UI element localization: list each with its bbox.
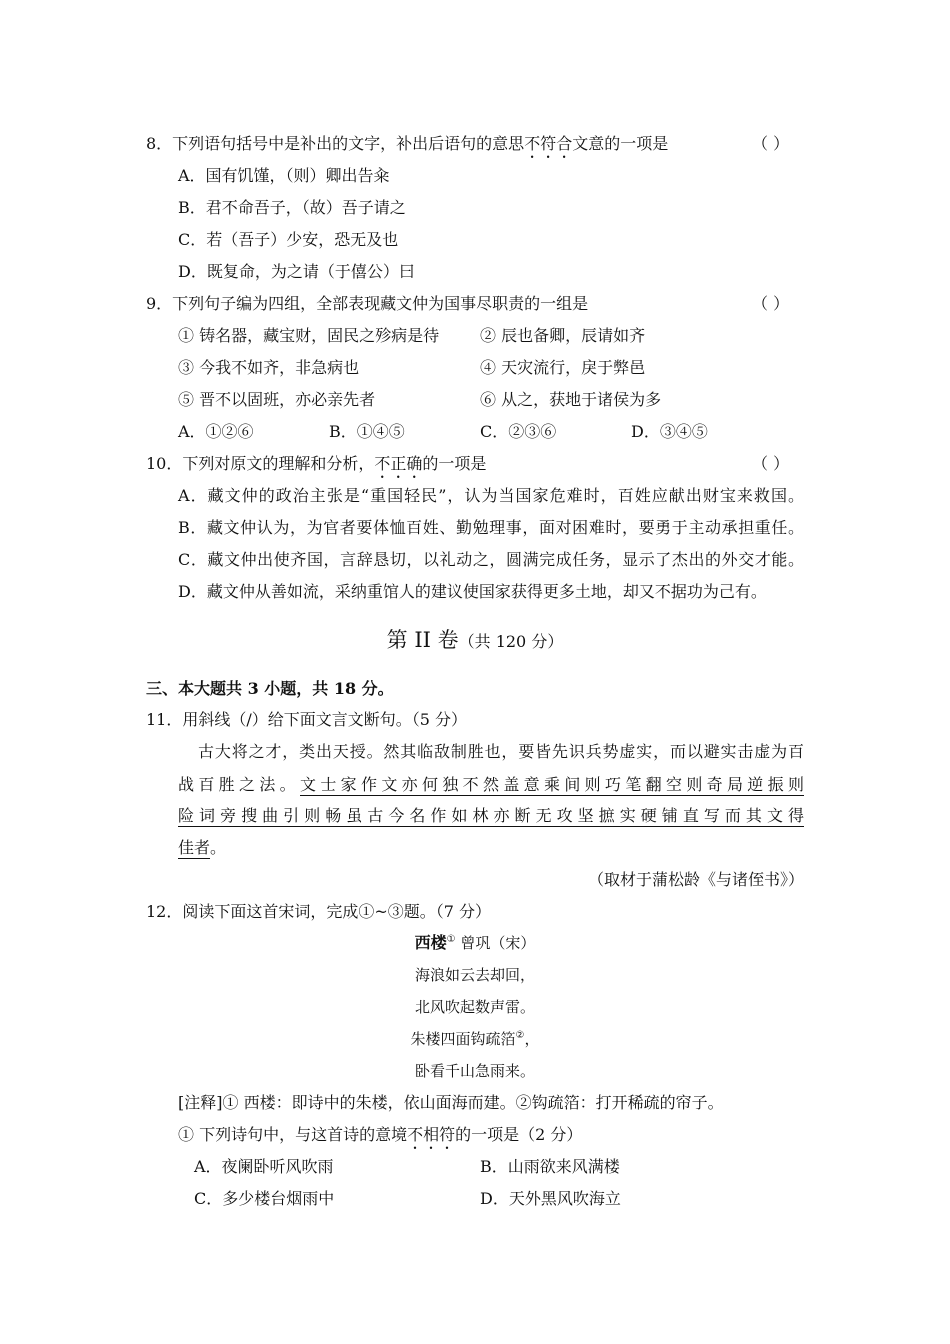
poem-line-2: 北风吹起数声雷。 — [414, 998, 535, 1016]
q10-option-a: A．藏文仲的政治主张是“重国轻民”，认为当国家危难时，百姓应献出财宝来救国。 — [178, 486, 804, 505]
q12-sub1-option-a: A．夜阑卧听风吹雨 — [194, 1157, 334, 1176]
q11-passage-line-1: 古大将之才，类出天授。然其临敌制胜也，要皆先识兵势虚实，而以避实击虚为百 — [198, 742, 804, 761]
q9-item-3: ③ 今我不如齐，非急病也 — [178, 358, 360, 377]
q12-sub1-option-c: C．多少楼台烟雨中 — [194, 1189, 335, 1208]
q12-sub1-option-d: D．天外黑风吹海立 — [480, 1189, 621, 1208]
q9-item-5: ⑤ 晋不以固班，亦必亲先者 — [178, 390, 376, 409]
poem-title: 西楼 — [414, 933, 447, 952]
q10-answer-paren: （ ） — [752, 454, 790, 473]
q11-stem: 11．用斜线（/）给下面文言文断句。（5 分） — [146, 710, 468, 729]
q11-source: （取材于蒲松龄《与诸侄书》） — [587, 870, 804, 889]
q11-underlined-end: 佳者 — [178, 838, 211, 857]
q9-item-1: ① 铸名器，藏宝财，固民之殄病是待 — [178, 326, 440, 345]
q9-option-a: A．①②⑥ — [178, 422, 254, 441]
q10-option-b: B．藏文仲认为，为官者要体恤百姓、勤勉理事，面对困难时，要勇于主动承担重任。 — [178, 518, 804, 537]
q8-answer-paren: （ ） — [752, 134, 790, 153]
poem-line-4: 卧看千山急雨来。 — [414, 1062, 535, 1080]
poem-title-line: 西楼① 曾巩（宋） — [414, 933, 536, 952]
q8-option-c: C．若（吾子）少安，恐无及也 — [178, 230, 399, 249]
part-two-title: 第 II 卷（共 120 分） — [386, 628, 564, 652]
q10-stem: 10．下列对原文的理解和分析，不正确的一项是 — [146, 454, 487, 473]
q8-stem-emphasis: 不符合 — [524, 134, 573, 153]
q8-stem: 8．下列语句括号中是补出的文字，补出后语句的意思不符合文意的一项是 — [146, 134, 669, 153]
q11-passage-line-3: 险词旁搜曲引则畅虽古今名作如林亦断无攻坚摭实硬铺直写而其文得 — [178, 806, 804, 825]
q10-stem-emphasis: 不正确 — [374, 454, 423, 473]
q9-stem: 9．下列句子编为四组，全部表现藏文仲为国事尽职责的一组是 — [146, 294, 589, 313]
q9-option-c: C．②③⑥ — [480, 422, 557, 441]
q8-option-a: A．国有饥馑，（则）卿出告籴 — [178, 166, 390, 185]
q10-option-c: C．藏文仲出使齐国，言辞恳切，以礼动之，圆满完成任务，显示了杰出的外交才能。 — [178, 550, 804, 569]
poem-author: 曾巩（宋） — [455, 934, 536, 952]
section-three-heading: 三、本大题共 3 小题，共 18 分。 — [146, 679, 394, 698]
q9-option-d: D．③④⑤ — [631, 422, 708, 441]
q8-option-d: D．既复命，为之请（于僖公）曰 — [178, 262, 415, 281]
q11-passage-line-2: 战百胜之法。文士家作文亦何独不然盖意乘间则巧笔翻空则奇局逆振则 — [178, 775, 804, 794]
q12-sub1-emphasis: 不相符 — [407, 1125, 456, 1144]
q12-sub1-stem: ① 下列诗句中，与这首诗的意境不相符的一项是（2 分） — [178, 1125, 583, 1144]
q9-option-b: B．①④⑤ — [329, 422, 405, 441]
q11-underlined-text: 文士家作文亦何独不然盖意乘间则巧笔翻空则奇局逆振则 — [300, 775, 804, 794]
q9-item-6: ⑥ 从之，获地于诸侯为多 — [480, 390, 662, 409]
part-two-score: （共 120 分） — [458, 632, 564, 651]
q8-option-b: B．君不命吾子，（故）吾子请之 — [178, 198, 406, 217]
q12-stem: 12．阅读下面这首宋词，完成①~③题。（7 分） — [146, 902, 492, 921]
q12-sub1-option-b: B．山雨欲来风满楼 — [480, 1157, 620, 1176]
poem-line-3: 朱楼四面钩疏箔②， — [410, 1030, 540, 1048]
q9-item-4: ④ 天灾流行，戾于弊邑 — [480, 358, 646, 377]
poem-line-1: 海浪如云去却回， — [414, 966, 535, 984]
q11-passage-line-4: 佳者。 — [178, 838, 227, 857]
q9-answer-paren: （ ） — [752, 294, 790, 313]
q10-option-d: D．藏文仲从善如流，采纳重馆人的建议使国家获得更多土地，却又不据功为己有。 — [178, 582, 767, 601]
poem-annotation: [注释]① 西楼：即诗中的朱楼，依山面海而建。②钩疏箔：打开稀疏的帘子。 — [178, 1093, 724, 1112]
q9-item-2: ② 辰也备卿，辰请如齐 — [480, 326, 646, 345]
